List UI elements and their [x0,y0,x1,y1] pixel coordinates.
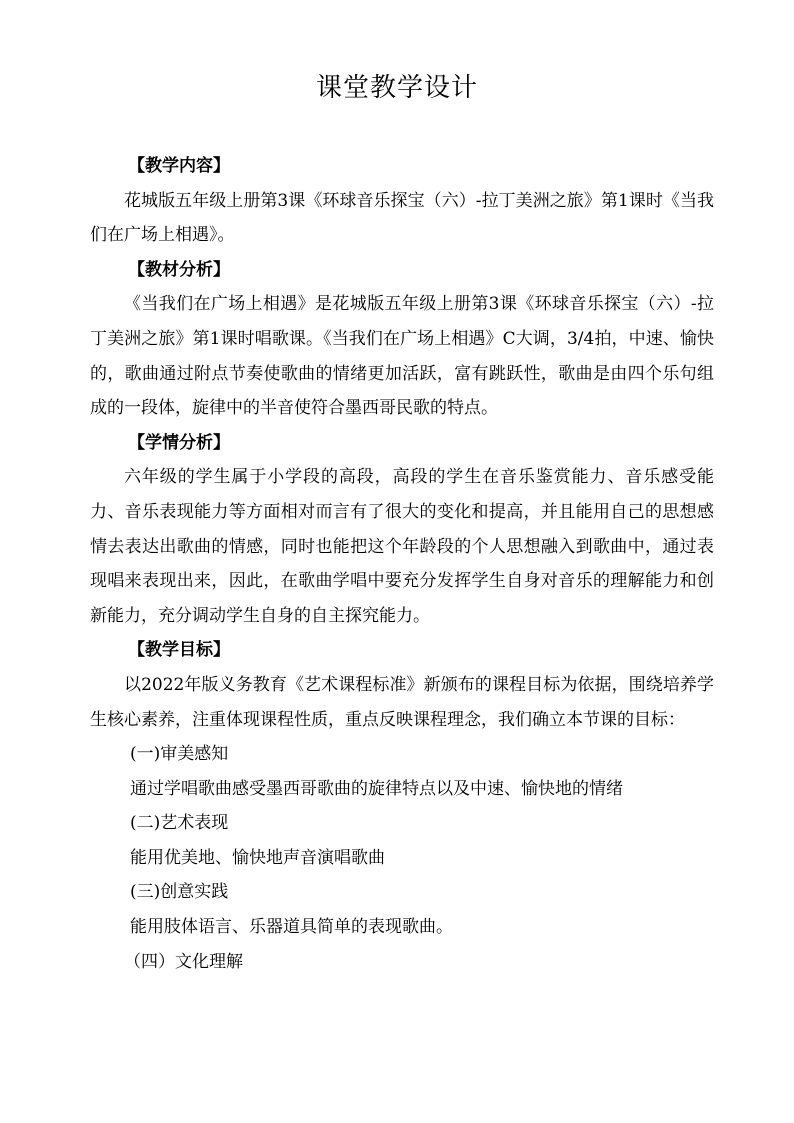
goal-label: （四）文化理解 [124,951,243,972]
section-text-material: 《当我们在广场上相遇》是花城版五年级上册第3课《环球音乐探宝（六）-拉丁美洲之旅》第1课时唱歌课。《当我们在广场上相遇》C大调，3/4拍，中速、愉快的，歌曲通过附点节奏使歌曲的情绪更加活跃，富有跳跃性，歌曲是由四个乐句组成的一段体，旋律中的半音使符合墨西哥民歌的特点。 [90,294,714,419]
section-heading-students: 【学情分析】 [128,432,230,453]
goal-text: 通过学唱歌曲感受墨西哥歌曲的旋律特点以及中速、愉快地的情绪 [130,778,623,799]
section-text-students: 六年级的学生属于小学段的高段，高段的学生在音乐鉴赏能力、音乐感受能力、音乐表现能力等方面相对而言有了很大的变化和提高，并且能用自己的思想感情去表达出歌曲的情感，同时也能把这个年龄段的个人思想融入到歌曲中，通过表现唱来表现出来，因此，在歌曲学唱中要充分发挥学生自身对音乐的理解能力和创新能力，充分调动学生自身的自主探究能力。 [90,467,714,626]
goal-text: 能用优美地、愉快地声音演唱歌曲 [130,847,385,868]
goal-label: (三)创意实践 [130,882,229,903]
section-heading-goals: 【教学目标】 [128,640,230,661]
section-heading-material: 【教材分析】 [128,259,230,280]
goal-label: (一)审美感知 [130,744,229,765]
goal-text: 能用肢体语言、乐器道具简单的表现歌曲。 [130,917,453,938]
section-text-content: 花城版五年级上册第3课《环球音乐探宝（六）-拉丁美洲之旅》第1课时《当我们在广场上相遇》。 [90,190,714,246]
section-heading-content: 【教学内容】 [128,156,230,176]
section-text-goals-intro: 以2022年版义务教育《艺术课程标准》新颁布的课程目标为依据，围绕培养学生核心素养，注重体现课程性质，重点反映课程理念，我们确立本节课的目标： [90,674,714,730]
goal-label: (二)艺术表现 [130,813,229,834]
page-title: 课堂教学设计 [315,73,478,103]
document-body [90,149,714,979]
